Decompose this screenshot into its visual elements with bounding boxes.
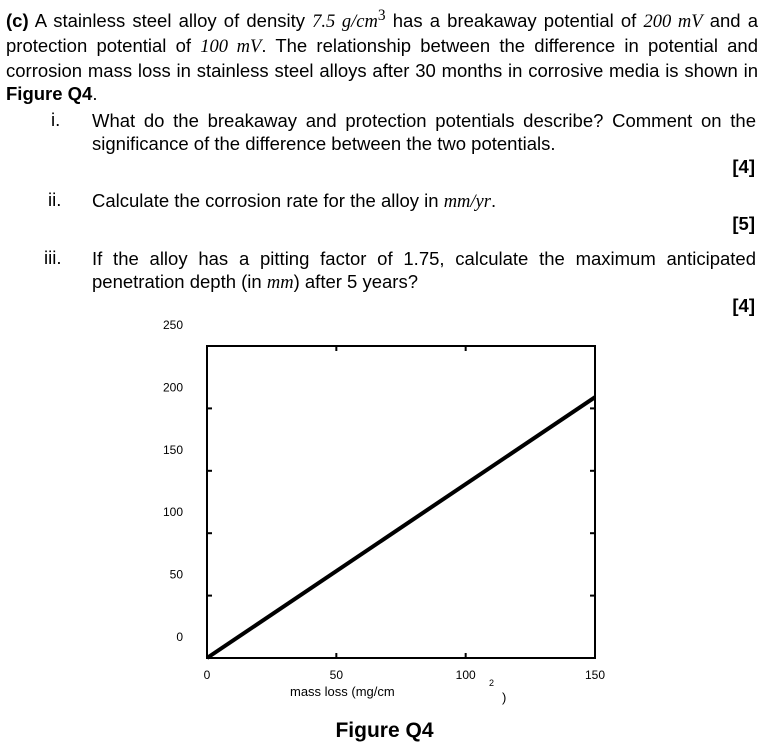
x-axis-label-sup: 2	[489, 678, 495, 688]
part-iii-unit: mm	[266, 273, 294, 293]
intro-text: . The relationship between the difference in potential and corrosion mass loss in stainless steel alloys after 30 months in corrosive media is shown in	[6, 35, 758, 82]
y-tick-label: 100	[162, 505, 183, 520]
intro-text: A stainless steel alloy of density	[34, 10, 313, 32]
part-iii-text-before: If the alloy has a pitting factor of 1.75, calculate the maximum anticipated penetration depth (in	[92, 248, 756, 292]
protection-value: 100 mV	[200, 37, 262, 58]
figure-q4-chart	[0, 320, 769, 715]
part-i-marks: [4]	[732, 156, 755, 177]
breakaway-value: 200 mV	[643, 12, 703, 33]
part-iii-text	[92, 247, 756, 295]
intro-text: and a protection potential of	[6, 10, 759, 57]
y-tick-label: 250	[162, 320, 183, 332]
part-iii-marks: [4]	[732, 295, 755, 316]
figure-caption: Figure Q4	[335, 719, 434, 742]
density-value: 7.5 g/cm	[312, 12, 378, 33]
part-ii-number: ii.	[48, 189, 62, 210]
part-i-text: What do the breakaway and protection potentials describe? Comment on the significance of the difference between the two potentials.	[92, 110, 756, 154]
x-tick-label: 0	[203, 668, 211, 682]
x-tick-label: 100	[455, 668, 476, 682]
part-ii-marks: [5]	[732, 213, 755, 234]
part-ii-text	[92, 189, 496, 214]
x-axis-label-close: )	[502, 690, 507, 705]
intro-text: has a breakaway potential of	[385, 10, 644, 32]
question-label: (c)	[6, 10, 29, 32]
x-axis-label: mass loss (mg/cm	[290, 684, 395, 699]
question-intro	[6, 4, 758, 105]
figure-reference: Figure Q4	[6, 83, 93, 105]
intro-text: .	[92, 83, 98, 105]
plot-frame	[207, 346, 595, 658]
y-tick-label: 200	[162, 380, 183, 395]
x-tick-label: 150	[584, 668, 606, 682]
part-iii-number: iii.	[44, 247, 62, 268]
y-axis-ticks	[163, 320, 595, 658]
part-ii-text-after: .	[490, 190, 497, 211]
part-ii-text-before: Calculate the corrosion rate for the alloy in	[92, 190, 444, 211]
series-line	[207, 397, 595, 658]
part-i-number: i.	[51, 109, 61, 130]
x-axis-ticks	[204, 346, 606, 682]
y-tick-label: 150	[162, 442, 183, 457]
series-group	[207, 397, 595, 658]
part-ii-unit: mm/yr	[443, 192, 491, 212]
y-tick-label: 50	[169, 567, 183, 582]
density-exponent: 3	[377, 7, 386, 24]
part-iii-text-after: ) after 5 years?	[293, 271, 419, 292]
x-tick-label: 50	[329, 668, 344, 682]
y-tick-label: 0	[176, 630, 183, 644]
